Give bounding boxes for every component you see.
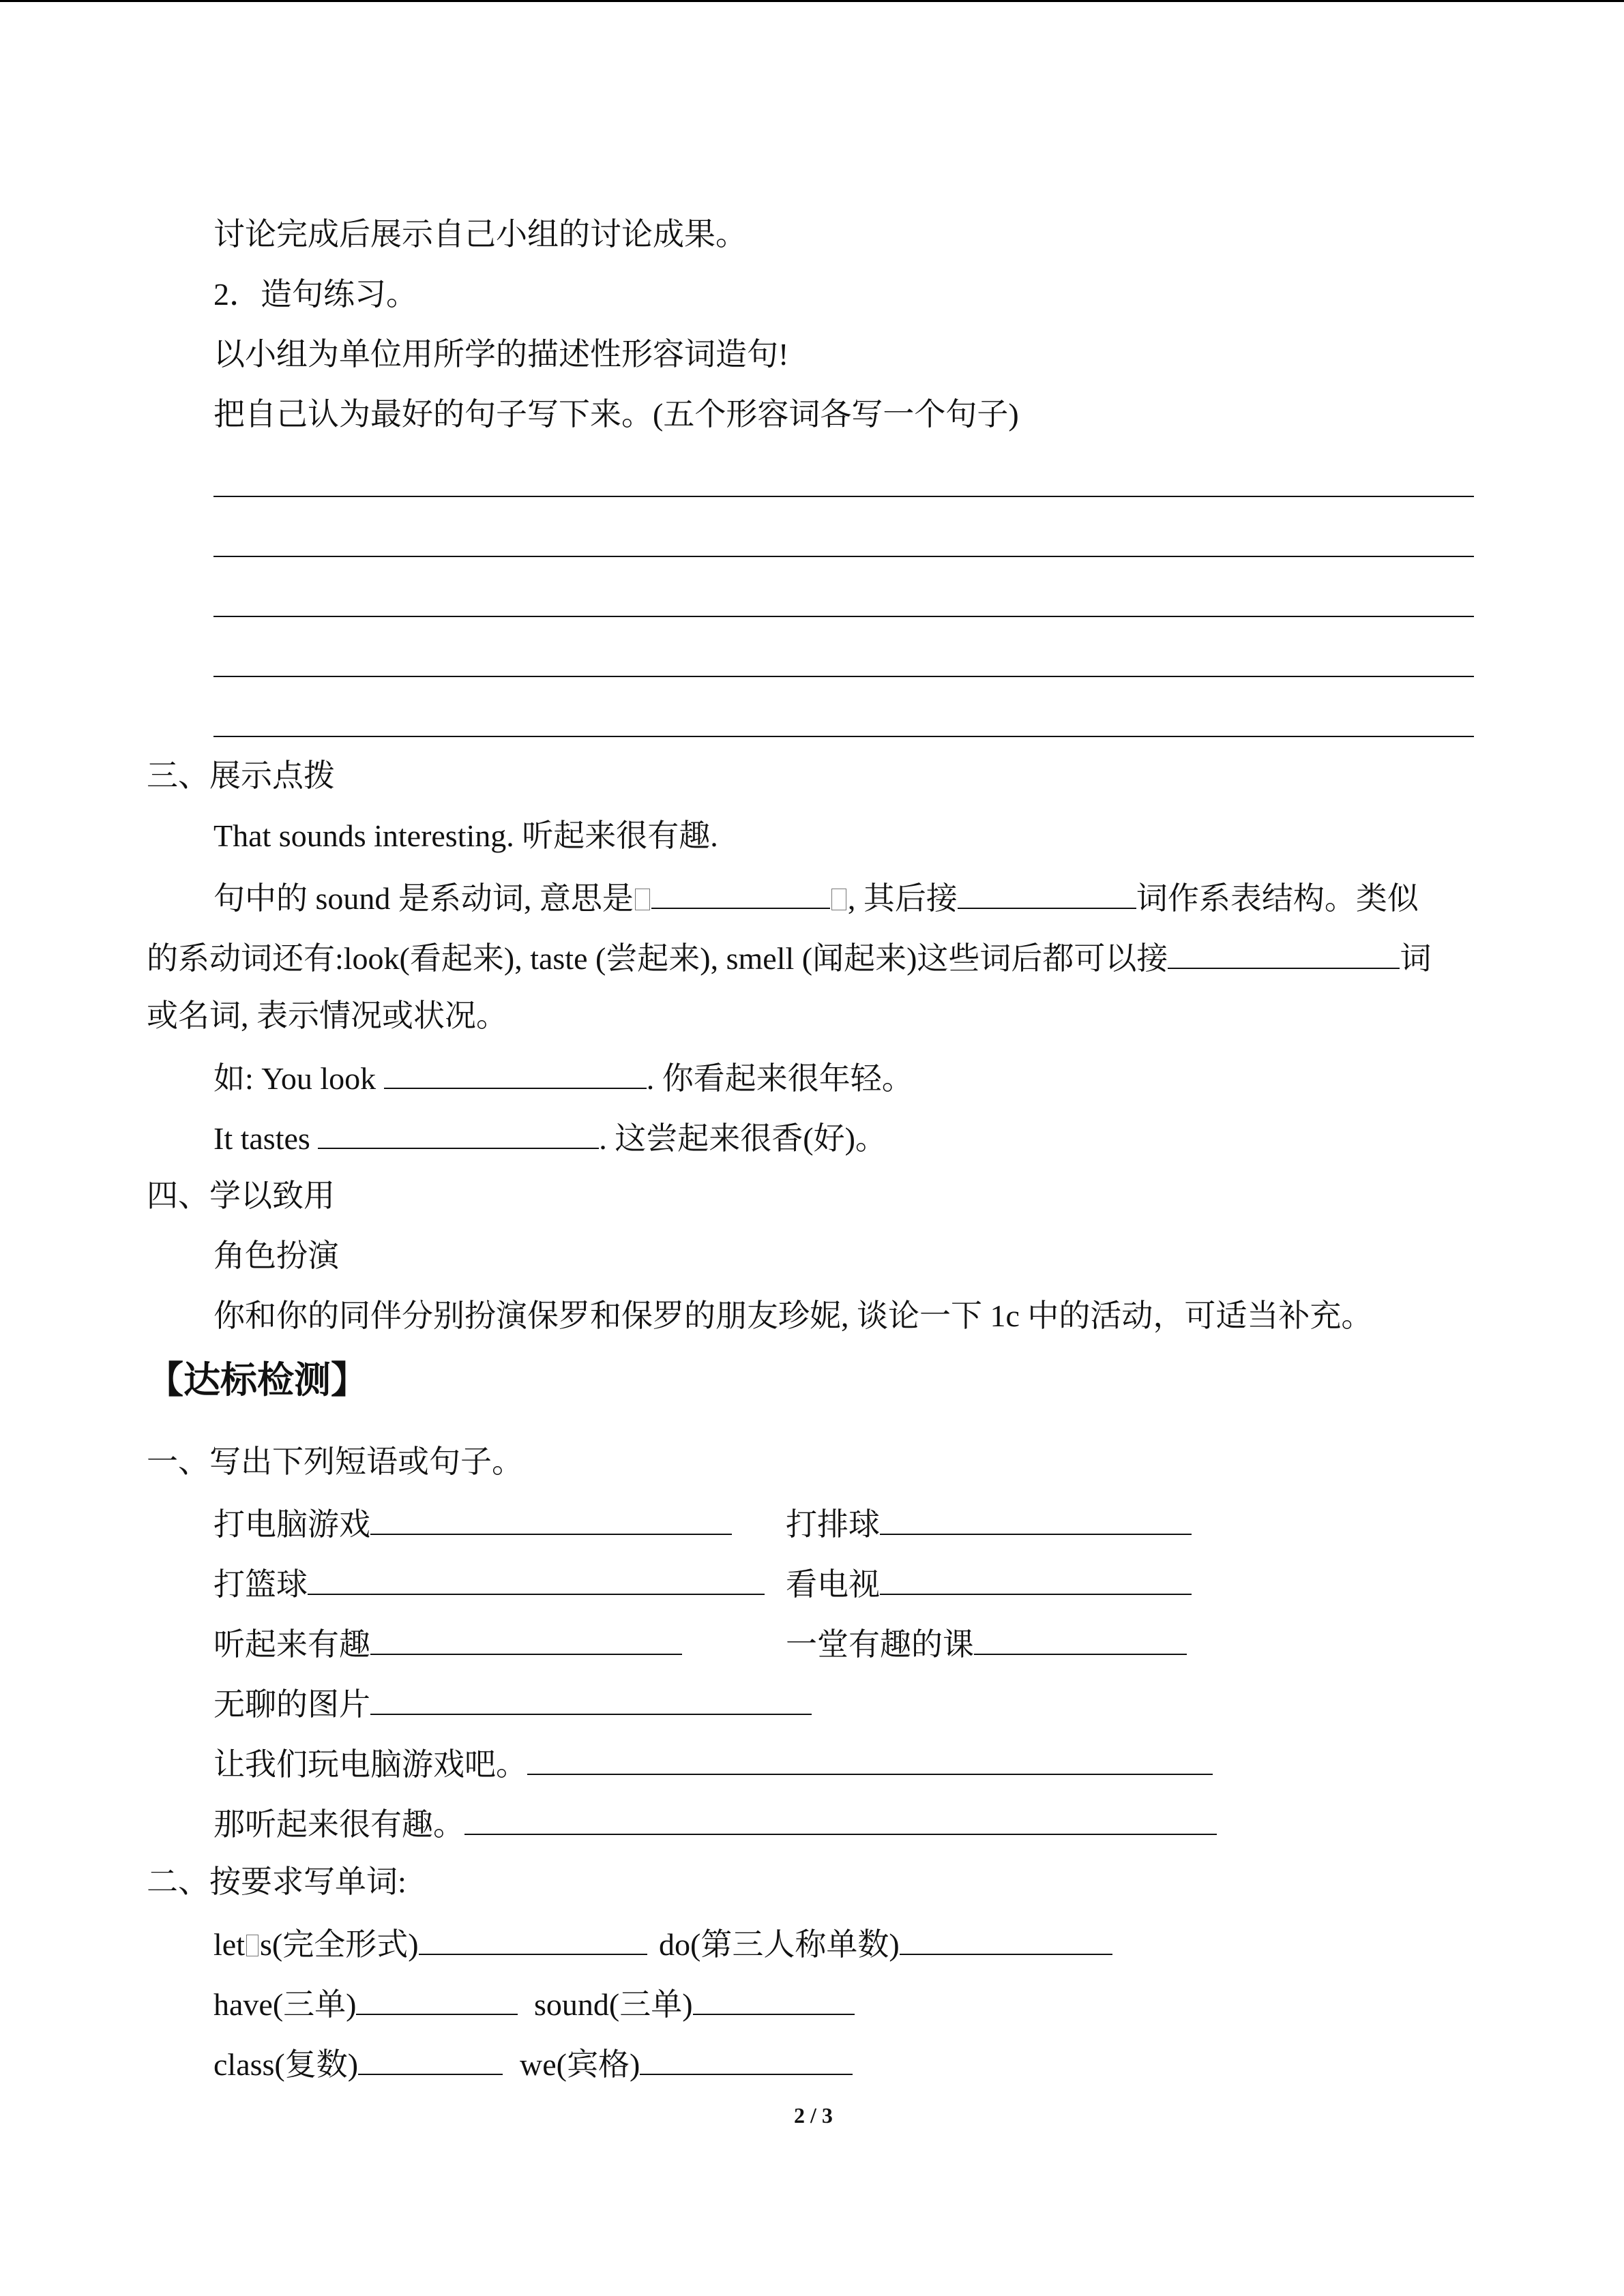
page-number: 2 / 3 [794, 2103, 833, 2128]
word-item-do [659, 1926, 1112, 1960]
part3-ex2-text-b: . 这尝起来很香(好)。 [599, 1121, 887, 1156]
part4-heading: 四、学以致用 [147, 1178, 335, 1213]
answer-blank[interactable] [356, 1986, 518, 2015]
sentence-item-lets-play [213, 1746, 1213, 1780]
part4-subheading: 角色扮演 [213, 1238, 339, 1273]
word-label: class(复数) [213, 2047, 359, 2082]
word-item-class [213, 2046, 503, 2081]
part3-p1-text-b: , 其后接 [847, 881, 958, 916]
part3-example: That sounds interesting. 听起来很有趣. [213, 818, 718, 853]
missing-glyph-box [831, 889, 846, 910]
writing-line-4[interactable] [213, 676, 1474, 677]
answer-blank[interactable] [527, 1746, 1213, 1775]
part3-example-2 [213, 1120, 887, 1154]
intro-line-1: 讨论完成后展示自己小组的讨论成果。 [213, 217, 747, 252]
phrase-label: 看电视 [786, 1567, 880, 1602]
answer-blank[interactable] [308, 1566, 765, 1595]
part3-paragraph-line-1 [213, 880, 1419, 914]
phrase-item-computer-games [213, 1506, 732, 1540]
answer-blank-meaning[interactable] [651, 880, 830, 909]
part3-p2-text-a: 的系动词还有:look(看起来), taste (尝起来), smell (闻起来)这些词后都可以接 [147, 941, 1168, 976]
intro-line-3: 以小组为单位用所学的描述性形容词造句! [213, 337, 789, 372]
part3-p2-text-b: 词 [1400, 941, 1432, 976]
word-item-sound [534, 1986, 855, 2021]
word-label: do(第三人称单数) [659, 1927, 900, 1962]
page-top-border [0, 0, 1624, 2]
word-item-we [520, 2046, 853, 2081]
word-item-have [213, 1986, 518, 2021]
intro-line-4: 把自己认为最好的句子写下来。(五个形容词各写一个句子) [213, 397, 1019, 432]
test-section-title: 【达标检测】 [147, 1358, 368, 1401]
phrase-item-tv [786, 1566, 1192, 1600]
part3-example-1 [213, 1060, 913, 1094]
part3-ex1-text-a: 如: You look [213, 1061, 377, 1096]
answer-blank[interactable] [880, 1506, 1192, 1535]
answer-blank[interactable] [370, 1626, 682, 1655]
answer-blank-look[interactable] [384, 1060, 647, 1089]
writing-line-1[interactable] [213, 496, 1474, 497]
answer-blank-word-type[interactable] [958, 880, 1136, 909]
part3-ex2-text-a: It tastes [213, 1121, 310, 1156]
answer-blank[interactable] [693, 1986, 855, 2015]
answer-blank[interactable] [464, 1806, 1217, 1835]
part3-heading: 三、展示点拨 [147, 758, 335, 793]
answer-blank[interactable] [880, 1566, 1192, 1595]
missing-glyph-box [246, 1935, 259, 1956]
phrase-label: 打排球 [786, 1507, 880, 1542]
answer-blank-taste[interactable] [318, 1120, 599, 1149]
word-item-lets [213, 1926, 647, 1960]
answer-blank[interactable] [900, 1926, 1112, 1955]
phrase-item-basketball [213, 1566, 765, 1600]
missing-glyph-box [635, 889, 650, 910]
phrase-label: 一堂有趣的课 [786, 1627, 974, 1662]
writing-line-3[interactable] [213, 616, 1474, 617]
answer-blank[interactable] [419, 1926, 647, 1955]
writing-line-5[interactable] [213, 736, 1474, 737]
phrase-item-volleyball [786, 1506, 1192, 1540]
word-label: sound(三单) [534, 1987, 693, 2022]
part3-paragraph-line-3: 或名词, 表示情况或状况。 [147, 998, 507, 1033]
sentence-label: 让我们玩电脑游戏吧。 [213, 1747, 527, 1782]
word-label: we(宾格) [520, 2047, 640, 2082]
sentence-item-that-sounds [213, 1806, 1217, 1840]
phrase-label: 打电脑游戏 [213, 1507, 370, 1542]
answer-blank[interactable] [370, 1506, 732, 1535]
word-label-b: s(完全形式) [259, 1927, 419, 1962]
phrase-label: 无聊的图片 [213, 1687, 370, 1722]
answer-blank[interactable] [974, 1626, 1187, 1655]
sentence-label: 那听起来很有趣。 [213, 1807, 464, 1842]
answer-blank-word-type-2[interactable] [1168, 940, 1400, 969]
test-q1-heading: 一、写出下列短语或句子。 [147, 1444, 523, 1479]
test-q2-heading: 二、按要求写单词: [147, 1864, 407, 1899]
answer-blank[interactable] [370, 1686, 812, 1715]
word-label-a: let [213, 1927, 245, 1962]
answer-blank[interactable] [640, 2046, 853, 2075]
intro-line-2: 2．造句练习。 [213, 277, 417, 312]
part3-paragraph-line-2 [147, 940, 1431, 974]
phrase-item-sounds-interesting [213, 1626, 682, 1660]
part3-ex1-text-b: . 你看起来很年轻。 [646, 1061, 913, 1096]
part4-text: 你和你的同伴分别扮演保罗和保罗的朋友珍妮, 谈论一下 1c 中的活动，可适当补充。 [213, 1298, 1373, 1333]
phrase-label: 听起来有趣 [213, 1627, 370, 1662]
part3-p1-text-c: 词作系表结构。类似 [1136, 881, 1419, 916]
phrase-item-boring-picture [213, 1686, 812, 1720]
phrase-label: 打篮球 [213, 1567, 308, 1602]
answer-blank[interactable] [358, 2046, 503, 2075]
phrase-item-interesting-class [786, 1626, 1187, 1660]
word-label: have(三单) [213, 1987, 357, 2022]
writing-line-2[interactable] [213, 556, 1474, 557]
part3-p1-text-a: 句中的 sound 是系动词, 意思是 [213, 881, 634, 916]
